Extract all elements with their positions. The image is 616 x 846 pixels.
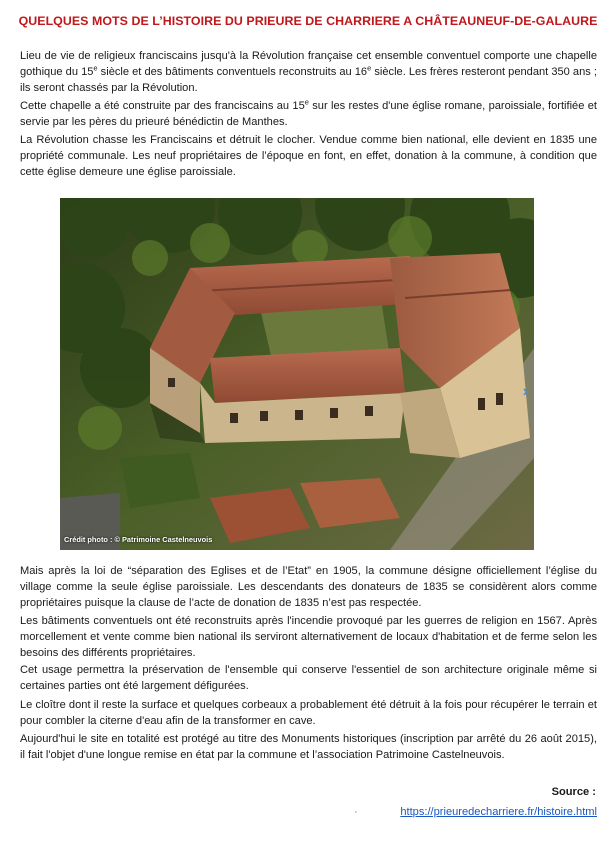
bullet-icon: · bbox=[354, 806, 358, 818]
next-image-arrow[interactable]: › bbox=[522, 383, 528, 400]
body-paragraph-protection: Aujourd'hui le site en totalité est protégé au titre des Monuments historiques (inscription par arrêté du 26 août 2015), il fait l'objet d'une longue remise en état par la commune et l’association Patrimoine Castelneuvois. bbox=[20, 733, 597, 762]
intro-paragraph-3: La Révolution chasse les Franciscains et détruit le clocher. Vendue comme bien national, elle devient en 1835 une propriété communale. Les neuf propriétaires de l’époque en font, en effet, donation à la commune, à condition que cette église demeure une église paroissiale. bbox=[20, 134, 597, 179]
body-paragraph-reconstruction: Les bâtiments conventuels ont été reconstruits après l'incendie provoqué par les guerres de religion en 1567. Après morcellement et vente comme bien national ils serviront alternativement de locaux d'habitation et de ferme selon les besoins des différents propriétaires. bbox=[20, 615, 597, 660]
priory-illustration bbox=[60, 198, 534, 550]
page-title: QUELQUES MOTS DE L’HISTOIRE DU PRIEURE DE CHARRIERE A CHÂTEAUNEUF-DE-GALAURE bbox=[18, 14, 598, 28]
intro-paragraph-1: Lieu de vie de religieux franciscains jusqu'à la Révolution française cet ensemble conventuel comporte une chapelle gothique du 15e siècle et des bâtiments conventuels reconstruits au 16e siècle. Les frères resteront pendant 350 ans ; ils seront chassés par la Révolution. bbox=[20, 50, 597, 95]
body-paragraph-separation: Mais après la loi de “séparation des Eglises et de l’Etat” en 1905, la commune désigne officiellement l’église du village comme la seule église paroissiale. Les descendants des donateurs de 1835 se considèrent alors comme propriétaires puisque la clause de l’acte de donation de 1835 n’est pas respectée. bbox=[20, 565, 597, 610]
aerial-photo-priory bbox=[60, 198, 534, 550]
source-label: Source : bbox=[551, 786, 596, 798]
source-link[interactable]: https://prieuredecharriere.fr/histoire.html bbox=[400, 806, 597, 818]
body-paragraph-preservation: Cet usage permettra la préservation de l'ensemble qui conserve l'essentiel de son architecture originale même si certaines parties ont été largement défigurées. bbox=[20, 664, 597, 693]
intro-paragraph-2: Cette chapelle a été construite par des franciscains au 15e sur les restes d'une église romane, paroissiale, fortifiée et servie par les pères du prieuré bénédictin de Manthes. bbox=[20, 97, 597, 129]
photo-credit: Crédit photo : © Patrimoine Castelneuvois bbox=[64, 535, 213, 544]
body-paragraph-cloister: Le cloître dont il reste la surface et quelques corbeaux a probablement été détruit à la fois pour récupérer le terrain et pour combler la citerne d'eau afin de la transformer en cave. bbox=[20, 699, 597, 728]
